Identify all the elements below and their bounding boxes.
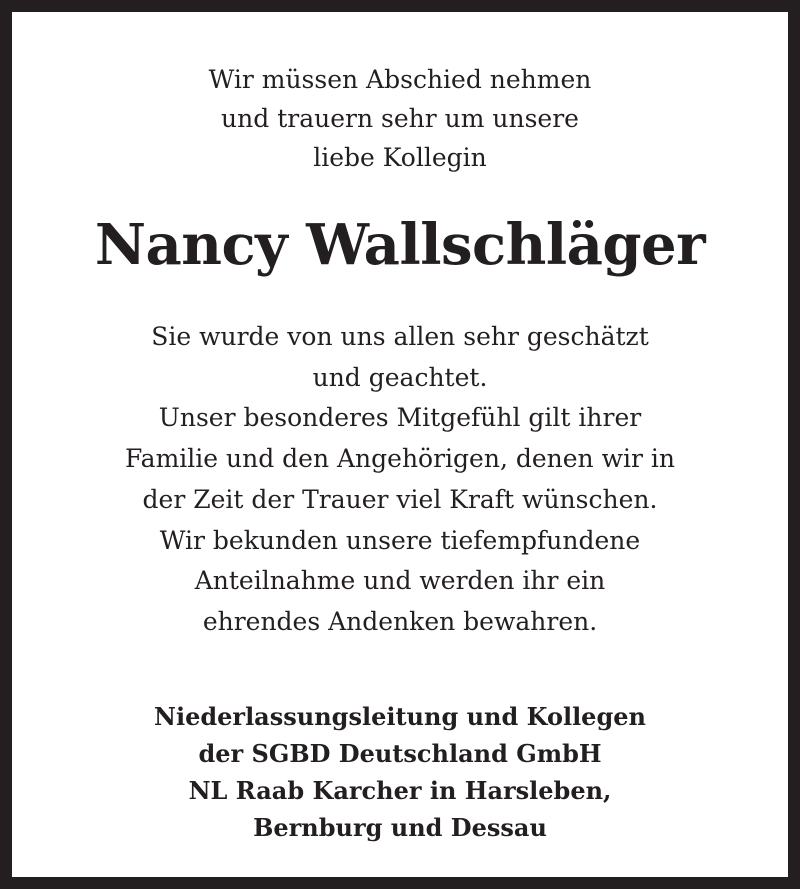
signature-line: NL Raab Karcher in Harsleben,	[188, 776, 612, 805]
condolence-line: Sie wurde von uns allen sehr geschätzt	[151, 322, 649, 351]
condolence-line: Unser besonderes Mitgefühl gilt ihrer	[158, 403, 642, 433]
signature-line: der SGBD Deutschland GmbH	[198, 739, 602, 768]
condolence-line: der Zeit der Trauer viel Kraft wünschen.	[142, 484, 658, 514]
intro-line: liebe Kollegin	[313, 143, 487, 172]
condolence-line: Familie und den Angehörigen, denen wir in	[125, 444, 675, 474]
deceased-name: Nancy Wallschläger	[94, 212, 706, 278]
condolence-line: ehrendes Andenken bewahren.	[202, 606, 598, 636]
intro-line: und trauern sehr um unsere	[221, 104, 579, 133]
condolence-line: Wir bekunden unsere tiefempfundene	[159, 525, 641, 555]
condolence-line: und geachtet.	[312, 362, 488, 392]
signature-block	[12, 698, 788, 846]
signature-line: Niederlassungsleitung und Kollegen	[154, 702, 646, 731]
condolence-line: Anteilnahme und werden ihr ein	[194, 566, 606, 596]
signature-line: Bernburg und Dessau	[253, 813, 547, 842]
condolence-text	[12, 317, 788, 643]
intro-text	[12, 60, 788, 177]
intro-line: Wir müssen Abschied nehmen	[208, 65, 592, 94]
